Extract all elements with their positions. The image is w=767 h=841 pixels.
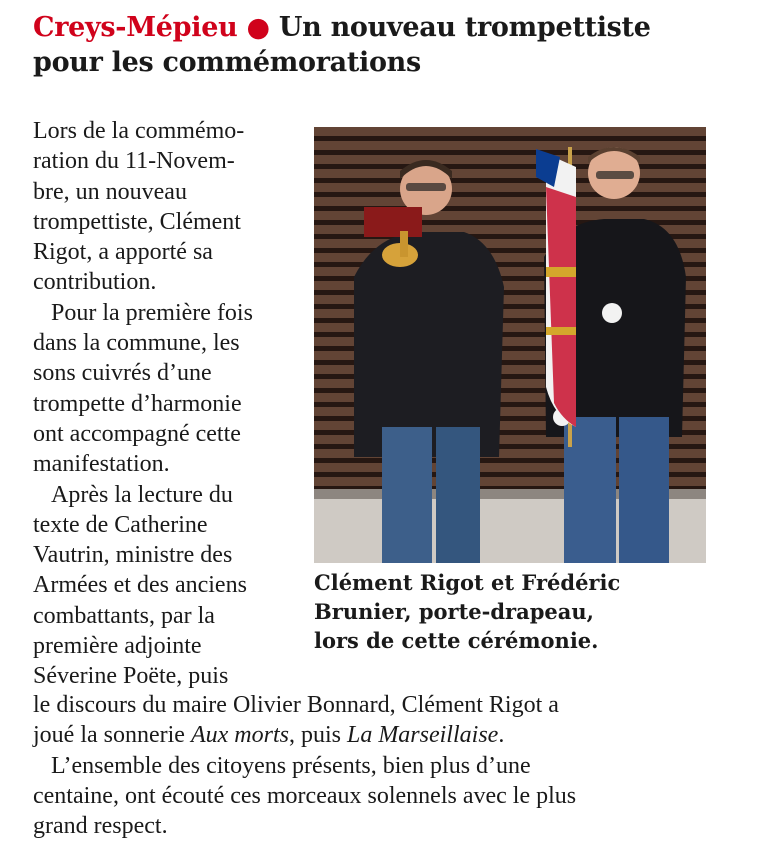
body-line: Après la lecture du <box>51 481 233 508</box>
body-text: , puis <box>288 722 347 749</box>
article-full-width-text <box>33 690 753 841</box>
body-text: . <box>498 722 505 749</box>
body-line: trompettiste, Clément <box>33 208 241 235</box>
body-line: manifestation. <box>33 451 170 478</box>
body-line: ration du 11-Novem- <box>33 148 235 175</box>
song-title: Aux morts <box>190 722 289 749</box>
body-line: Lors de la commémo- <box>33 118 245 144</box>
photo-caption <box>314 568 734 655</box>
body-line: trompette d’harmonie <box>33 390 242 417</box>
body-line: Armées et des anciens <box>33 572 247 599</box>
body-line: sons cuivrés d’une <box>33 360 212 387</box>
headline-bullet: ● <box>246 12 270 43</box>
headline <box>33 10 733 80</box>
body-line: Vautrin, ministre des <box>33 542 233 569</box>
body-text: joué la sonnerie <box>33 722 191 749</box>
article-column-text <box>33 116 303 692</box>
body-line: première adjointe <box>33 633 202 660</box>
caption-line: Clément Rigot et Frédéric <box>314 570 621 595</box>
headline-title-line2: pour les commémorations <box>33 47 421 78</box>
article-photo <box>314 127 706 563</box>
body-line: contribution. <box>33 269 157 296</box>
body-line: centaine, ont écouté ces morceaux solennels avec le plus <box>33 782 577 809</box>
headline-title-line1: Un nouveau trompettiste <box>278 12 651 43</box>
caption-line: Brunier, porte-drapeau, <box>314 599 594 624</box>
body-line: Rigot, a apporté sa <box>33 239 213 266</box>
body-line: texte de Catherine <box>33 511 208 538</box>
body-line: le discours du maire Olivier Bonnard, Clément Rigot a <box>33 692 559 718</box>
body-line: dans la commune, les <box>33 330 240 357</box>
headline-kicker: Creys-Mépieu <box>33 12 238 43</box>
body-line: grand respect. <box>33 813 168 840</box>
body-line: Pour la première fois <box>51 299 253 326</box>
body-line <box>33 720 753 750</box>
body-line: Séverine Poëte, puis <box>33 663 229 690</box>
body-line: bre, un nouveau <box>33 178 187 205</box>
caption-line: lors de cette cérémonie. <box>314 628 599 653</box>
song-title: La Marseillaise <box>346 722 499 749</box>
photo-illustration <box>314 127 706 563</box>
body-line: L’ensemble des citoyens présents, bien plus d’une <box>51 752 531 779</box>
body-line: ont accompagné cette <box>33 420 241 447</box>
body-line: combattants, par la <box>33 602 215 629</box>
